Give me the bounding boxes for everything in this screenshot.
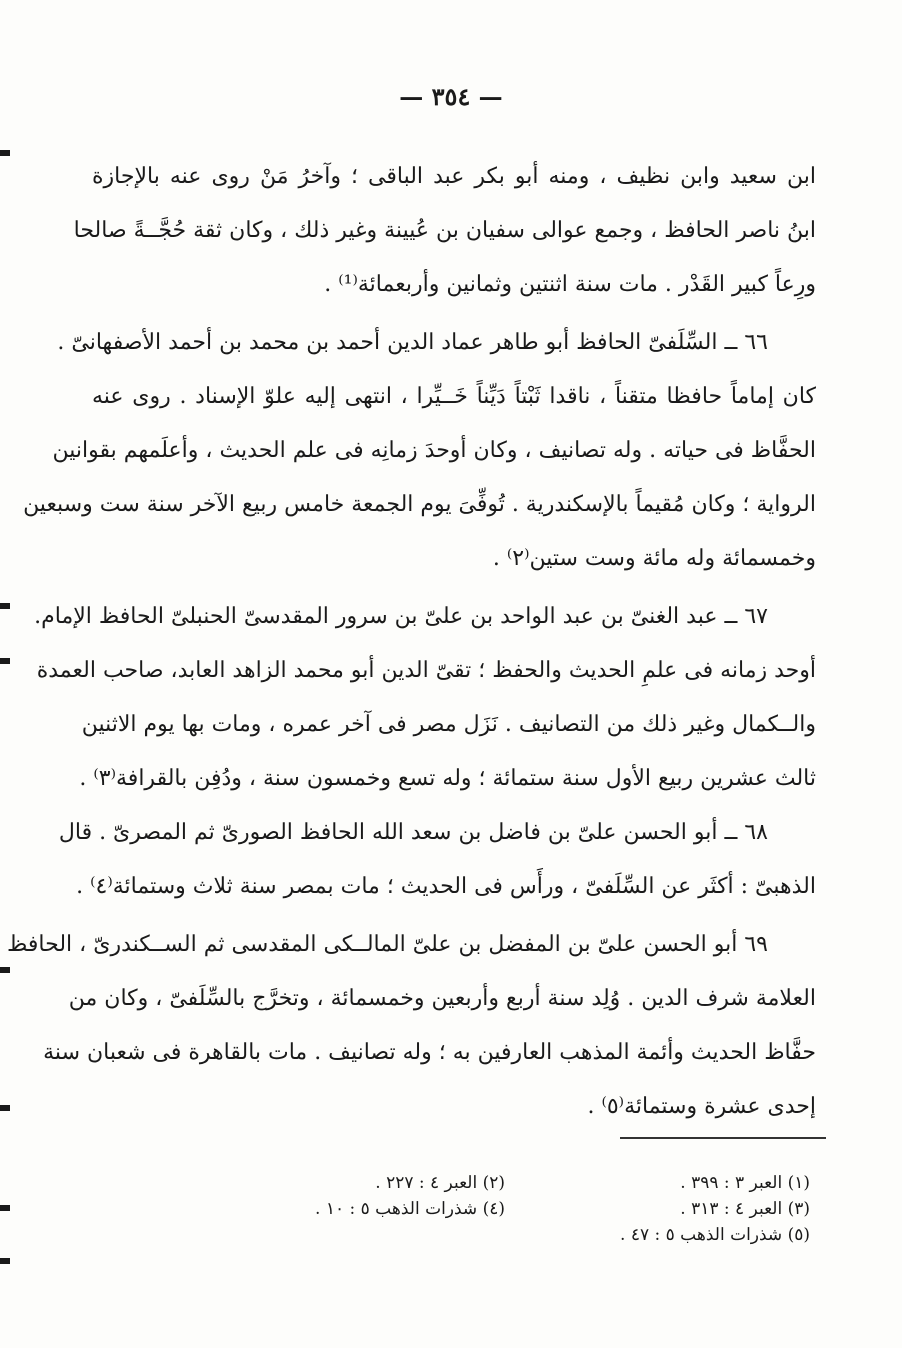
text-line: ابنُ ناصر الحافظ ، وجمع عوالى سفيان بن عُيينة وغير ذلك ، وكان ثقة حُجَّــةً صالحا: [73, 218, 816, 243]
page-number: — ٣٥٤ —: [399, 82, 503, 111]
text-line: الرواية ؛ وكان مُقيماً بالإسكندرية . تُوفِّىَ يوم الجمعة خامس ربيع الآخر سنة ست وسبعين: [23, 492, 816, 517]
text-line: ابن سعيد وابن نظيف ، ومنه أبو بكر عبد الباقى ؛ وآخرُ مَنْ روى عنه بالإجازة: [92, 164, 816, 189]
entry-heading-68: ٦٨ ــ أبو الحسن علىّ بن فاضل بن سعد الله الحافظ الصورىّ ثم المصرىّ . قال: [58, 820, 768, 845]
text-line: وخمسمائة وله مائة وست ستين⁽٢⁾ .: [492, 546, 816, 571]
footnotes: [200, 1170, 810, 1248]
margin-mark: [0, 658, 10, 664]
text-line: والــكمال وغير ذلك من التصانيف . نَزَل مصر فى آخر عمره ، ومات بها يوم الاثنين: [81, 712, 816, 737]
text-line: الذهبىّ : أكثَر عن السِّلَفىّ ، ورأَس فى الحديث ؛ مات بمصر سنة ثلاث وستمائة⁽٤⁾ .: [76, 874, 816, 899]
text-line: ورِعاً كبير القَدْر . مات سنة اثنتين وثمانين وأربعمائة⁽¹⁾ .: [324, 272, 816, 297]
footnote-3: (٣) العبر ٤ : ٣١٣ .: [680, 1199, 810, 1219]
margin-mark: [0, 967, 10, 973]
footnote-5: (٥) شذرات الذهب ٥ : ٤٧ .: [620, 1225, 810, 1245]
margin-mark: [0, 603, 10, 609]
entry-heading-66: ٦٦ ــ السِّلَفىّ الحافظ أبو طاهر عماد الدين أحمد بن محمد بن أحمد الأصفهانىّ .: [57, 330, 768, 355]
footnote-row: [200, 1196, 810, 1222]
text-line: إحدى عشرة وستمائة⁽٥⁾ .: [587, 1094, 816, 1119]
footnote-row: [200, 1222, 810, 1248]
margin-mark: [0, 1105, 10, 1111]
text-line: العلامة شرف الدين . وُلِد سنة أربع وأربعين وخمسمائة ، وتخرَّج بالسِّلَفىّ ، وكان من: [68, 986, 816, 1011]
margin-mark: [0, 150, 10, 156]
text-line: الحفَّاظ فى حياته . وله تصانيف ، وكان أوحدَ زمانِه فى علم الحديث ، وأعلَمهم بقوانين: [52, 438, 816, 463]
margin-mark: [0, 1258, 10, 1264]
entry-heading-69: ٦٩ أبو الحسن علىّ بن المفضل بن علىّ المالــكى المقدسى ثم الســكندرىّ ، الحافظ: [7, 932, 768, 957]
footnote-2: (٢) العبر ٤ : ٢٢٧ .: [375, 1173, 505, 1193]
text-line: ثالث عشرين ربيع الأول سنة ستمائة ؛ وله تسع وخمسون سنة ، ودُفِن بالقرافة⁽٣⁾ .: [79, 766, 816, 791]
margin-mark: [0, 1205, 10, 1211]
entry-heading-67: ٦٧ ــ عبد الغنىّ بن عبد الواحد بن علىّ بن سرور المقدسىّ الحنبلىّ الحافظ الإمام.: [34, 604, 768, 629]
text-line: كان إماماً حافظا متقناً ، ناقدا ثَبْتاً دَيِّناً خَــيِّرا ، انتهى إليه علوّ الإسناد . روى عنه: [92, 384, 816, 409]
footnote-divider: [620, 1137, 826, 1139]
text-line: أوحد زمانه فى علمِ الحديث والحفظ ؛ تقىّ الدين أبو محمد الزاهد العابد، صاحب العمدة: [36, 658, 816, 683]
footnote-4: (٤) شذرات الذهب ٥ : ١٠ .: [315, 1199, 505, 1219]
footnote-1: (١) العبر ٣ : ٣٩٩ .: [680, 1173, 810, 1193]
main-text: [7, 150, 816, 1134]
text-line: حفَّاظ الحديث وأئمة المذهب العارفين به ؛ وله تصانيف . مات بالقاهرة فى شعبان سنة: [43, 1040, 816, 1065]
footnote-row: [200, 1170, 810, 1196]
